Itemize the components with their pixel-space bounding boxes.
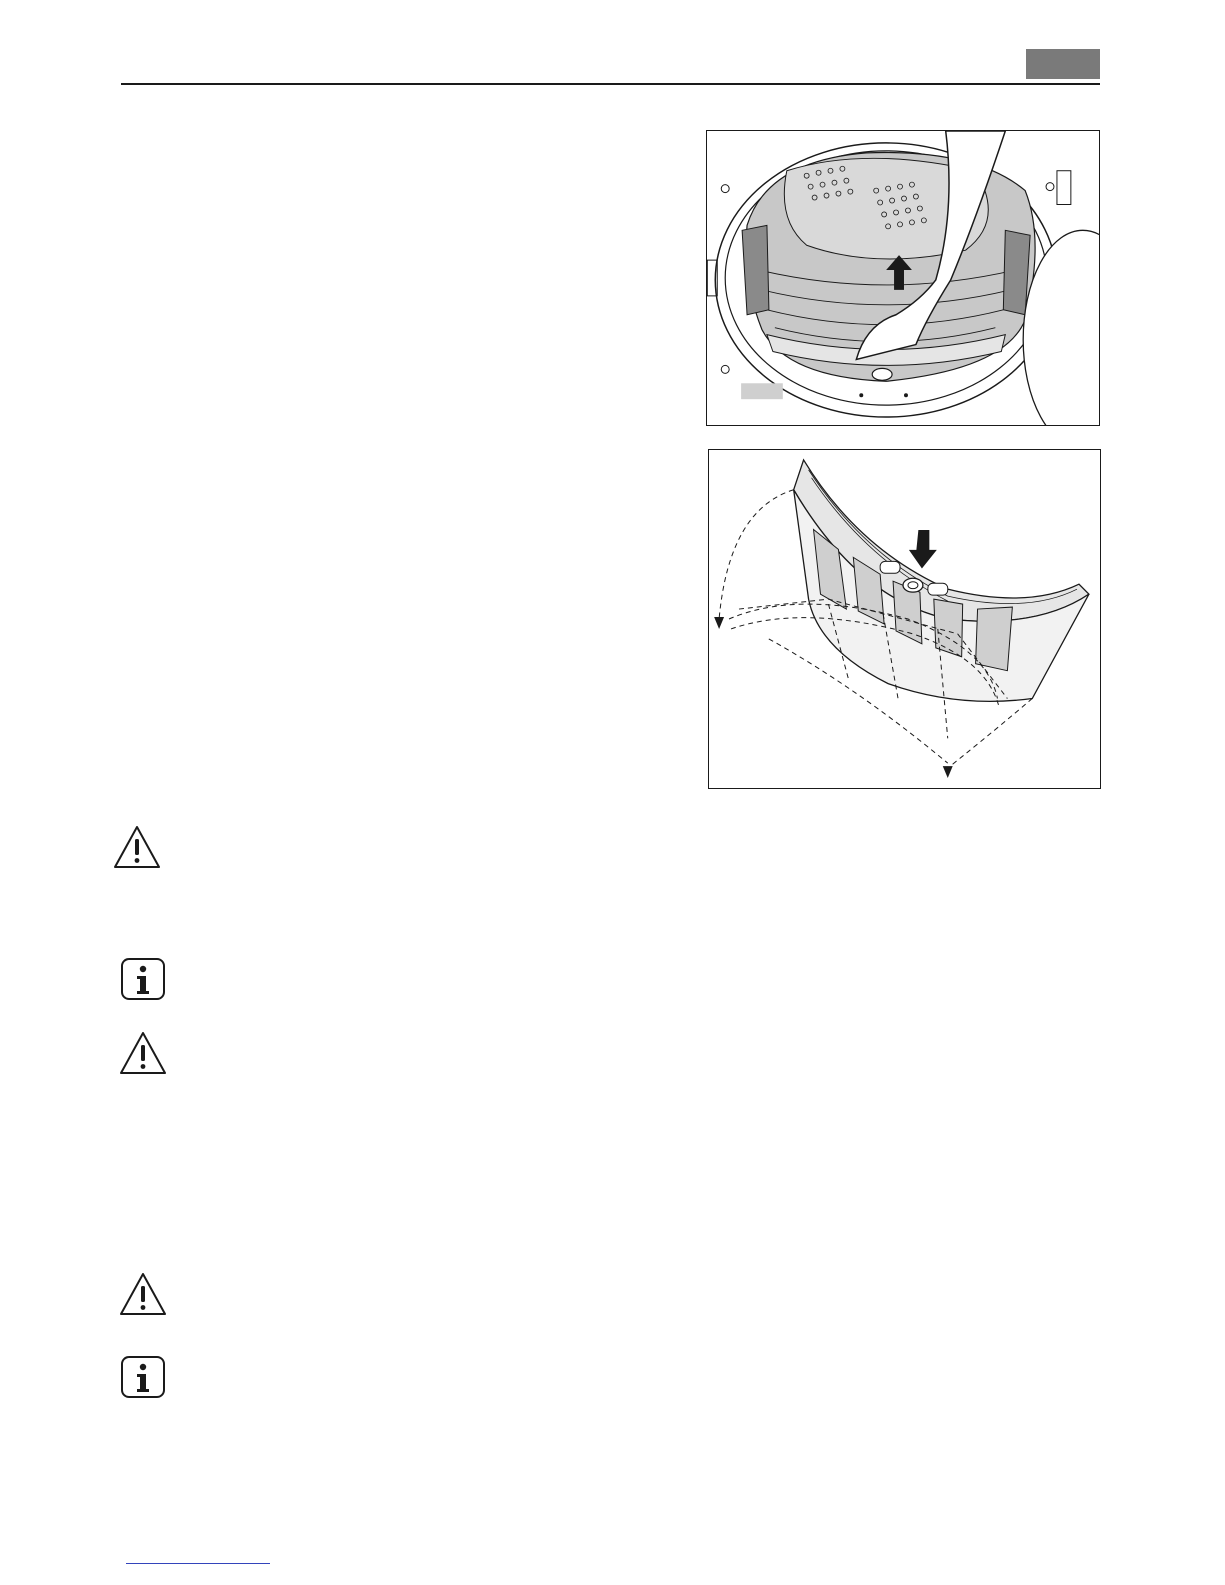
filter-opened-illustration bbox=[708, 449, 1101, 789]
footer-link-underline[interactable] bbox=[126, 1563, 270, 1564]
info-icon bbox=[118, 1352, 168, 1402]
warning-triangle-icon bbox=[112, 823, 162, 873]
header-tab bbox=[1026, 49, 1100, 79]
warning-triangle-icon bbox=[118, 1270, 168, 1320]
door-filter-removal-illustration bbox=[706, 130, 1100, 426]
warning-triangle-icon bbox=[118, 1029, 168, 1079]
info-icon bbox=[118, 954, 168, 1004]
header-rule bbox=[121, 83, 1100, 85]
